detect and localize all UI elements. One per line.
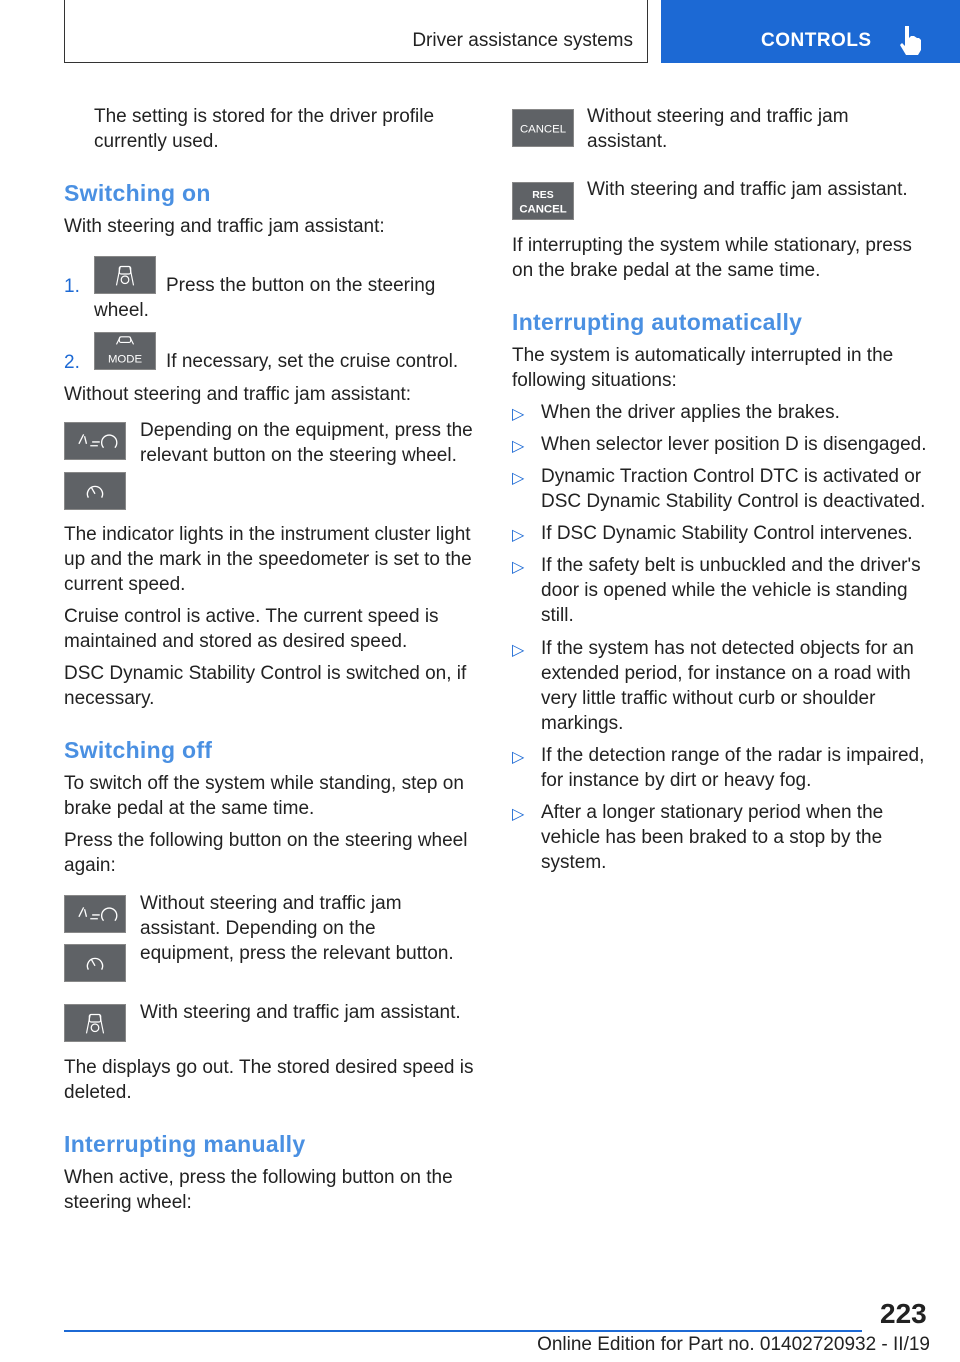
step-1-text: Press the button on the steering [166, 275, 436, 296]
speed-limiter-button-off[interactable] [64, 944, 126, 982]
header-section-title: Driver assistance systems [412, 30, 633, 51]
steering-assist-button[interactable] [94, 256, 156, 294]
steering-assist-button-off[interactable] [64, 1004, 126, 1042]
svg-text:MODE: MODE [107, 353, 143, 366]
heading-switching-on: Switching on [64, 180, 211, 206]
step-1-continued: wheel. [94, 300, 149, 321]
header-chapter-title: CONTROLS [761, 30, 872, 51]
cancel-text: Without steering and traffic jam assistant. [587, 106, 849, 152]
interrupt-auto-text: The system is automatically interrupted in the following situations: [512, 345, 894, 391]
triangle-right-icon: ▷ [512, 642, 525, 659]
cruise-distance-icon [65, 896, 125, 932]
cruise-control-button[interactable] [64, 422, 126, 460]
dsc-text: DSC Dynamic Stability Control is switched on, if necessary. [64, 663, 467, 709]
depending-text: Depending on the equipment, press the relevant button on the steering wheel. [140, 420, 473, 466]
triangle-right-icon: ▷ [512, 527, 525, 544]
list-item: After a longer stationary period when the vehicle has been braked to a stop by the system. [541, 802, 884, 873]
list-item: Dynamic Traction Control DTC is activated or DSC Dynamic Stability Control is deactivated. [541, 466, 926, 512]
svg-text:RES: RES [532, 190, 554, 202]
list-item: If the system has not detected objects for an extended period, for instance on a road with very little traffic without curb or shoulder markings. [541, 638, 914, 734]
steering-assist-icon [95, 257, 155, 293]
step-2-text: If necessary, set the cruise control. [166, 351, 459, 372]
cruise-control-button-off[interactable] [64, 895, 126, 933]
list-item: When the driver applies the brakes. [541, 402, 840, 423]
res-cancel-text: With steering and traffic jam assistant. [587, 179, 908, 200]
heading-switching-off: Switching off [64, 737, 213, 763]
step-2-number: 2. [64, 352, 80, 373]
footer-edition: Online Edition for Part no. 01402720932 - II/19 [537, 1334, 930, 1355]
svg-text:CANCEL: CANCEL [519, 203, 567, 216]
pointing-hand-icon [897, 24, 923, 56]
heading-interrupting-manually: Interrupting manually [64, 1131, 306, 1157]
speed-limiter-button[interactable] [64, 472, 126, 510]
list-item: If DSC Dynamic Stability Control intervenes. [541, 523, 913, 544]
triangle-right-icon: ▷ [512, 406, 525, 423]
indicator-text: The indicator lights in the instrument cluster light up and the mark in the speedometer is set to the current speed. [64, 524, 472, 595]
triangle-right-icon: ▷ [512, 470, 525, 487]
triangle-right-icon: ▷ [512, 559, 525, 576]
press-again-text: Press the following button on the steering wheel again: [64, 830, 468, 876]
triangle-right-icon: ▷ [512, 806, 525, 823]
interrupt-manual-text: When active, press the following button on the steering wheel: [64, 1167, 453, 1213]
footer-divider [64, 1330, 862, 1332]
cruise-active-text: Cruise control is active. The current speed is maintained and stored as desired speed. [64, 606, 439, 652]
list-item: If the safety belt is unbuckled and the driver's door is opened while the vehicle is standing still. [541, 555, 921, 626]
page-number: 223 [880, 1298, 927, 1329]
list-item: If the detection range of the radar is impaired, for instance by dirt or heavy fog. [541, 745, 925, 791]
switch-off-without-text: Without steering and traffic jam assistant. Depending on the equipment, press the relevant button. [140, 893, 454, 964]
res-cancel-button-icon [513, 183, 573, 219]
header-chapter-tab[interactable] [661, 0, 960, 63]
speedometer-icon [65, 473, 125, 509]
steering-assist-icon [65, 1005, 125, 1041]
step-1-number: 1. [64, 276, 80, 297]
speedometer-icon [65, 945, 125, 981]
stationary-text: If interrupting the system while stationary, press on the brake pedal at the same time. [512, 235, 912, 281]
mode-button-icon [95, 333, 155, 369]
cancel-button[interactable] [512, 109, 574, 147]
cancel-button-icon [513, 110, 573, 146]
svg-text:CANCEL: CANCEL [519, 123, 567, 136]
res-cancel-button[interactable] [512, 182, 574, 220]
intro-text: The setting is stored for the driver profile currently used. [94, 106, 435, 152]
list-item: When selector lever position D is disengaged. [541, 434, 927, 455]
without-assistant-label: Without steering and traffic jam assistant: [64, 384, 412, 405]
triangle-right-icon: ▷ [512, 749, 525, 766]
mode-button[interactable] [94, 332, 156, 370]
header-section-box [64, 0, 648, 63]
with-assistant-label: With steering and traffic jam assistant: [64, 216, 385, 237]
standing-text: To switch off the system while standing, step on brake pedal at the same time. [64, 773, 464, 819]
heading-interrupting-automatically: Interrupting automatically [512, 309, 803, 335]
cruise-distance-icon [65, 423, 125, 459]
displays-text: The displays go out. The stored desired speed is deleted. [64, 1057, 474, 1103]
switch-off-with-text: With steering and traffic jam assistant. [140, 1002, 461, 1023]
triangle-right-icon: ▷ [512, 438, 525, 455]
